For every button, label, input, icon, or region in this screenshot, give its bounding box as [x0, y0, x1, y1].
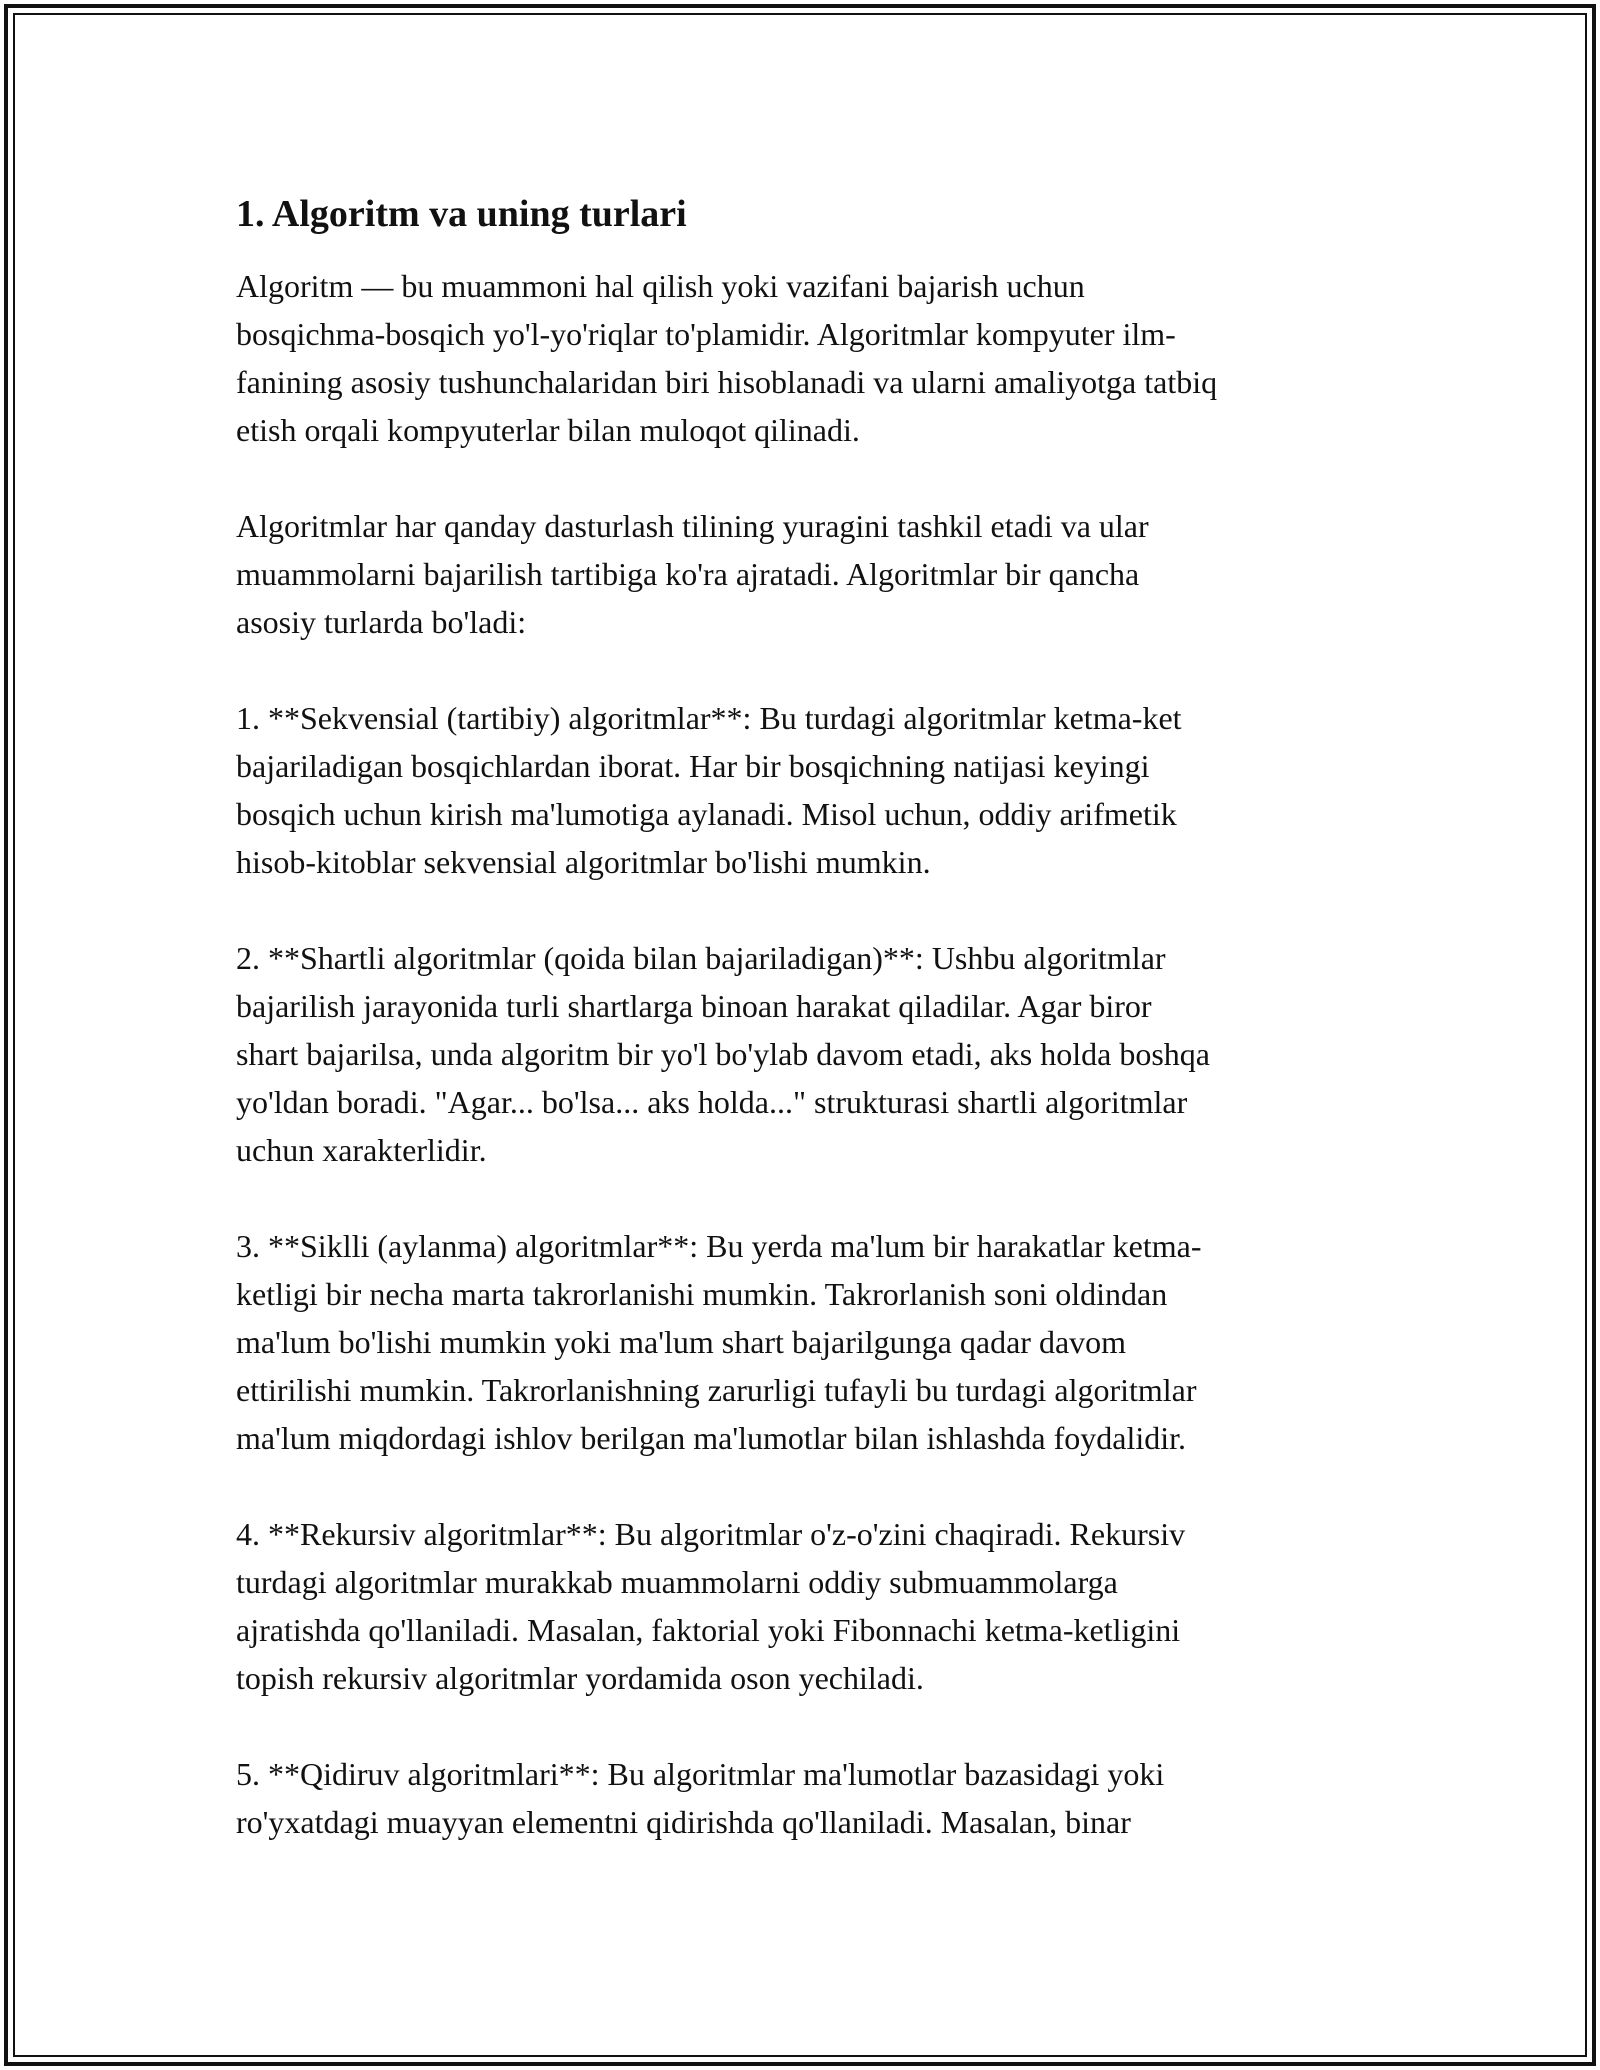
list-item-sequential: 1. **Sekvensial (tartibiy) algoritmlar**: Bu turdagi algoritmlar ketma-ket bajariladigan bosqichlardan iborat. Har bir bosqichning natijasi keyingi bosqich uchun kirish ma'lumotiga aylanadi. Misol uchun, oddiy arifmetik hisob-kitoblar sekvensial algoritmlar bo'lishi mumkin. — [236, 700, 1182, 880]
list-item-recursive: 4. **Rekursiv algoritmlar**: Bu algoritmlar o'z-o'zini chaqiradi. Rekursiv turdagi algoritmlar murakkab muammolarni oddiy submuammolarga ajratishda qo'llaniladi. Masalan, faktorial yoki Fibonnachi ketma-ketligini topish rekursiv algoritmlar yordamida oson yechiladi. — [236, 1516, 1186, 1696]
paragraph-intro: Algoritm — bu muammoni hal qilish yoki vazifani bajarish uchun bosqichma-bosqich yo'l-yo'riqlar to'plamidir. Algoritmlar kompyuter ilm- fanining asosiy tushunchalaridan biri hisoblanadi va ularni amaliyotga tatbiq etish orqali kompyuterlar bilan muloqot qilinadi. — [236, 268, 1218, 448]
list-item-search: 5. **Qidiruv algoritmlari**: Bu algoritmlar ma'lumotlar bazasidagi yoki ro'yxatdagi muayyan elementni qidirishda qo'llaniladi. Masalan, binar — [236, 1756, 1165, 1840]
paragraph-types-overview: Algoritmlar har qanday dasturlash tilining yuragini tashkil etadi va ular muammolarni bajarilish tartibiga ko'ra ajratadi. Algoritmlar bir qancha asosiy turlarda bo'ladi: — [236, 508, 1149, 640]
list-item-cyclic: 3. **Siklli (aylanma) algoritmlar**: Bu yerda ma'lum bir harakatlar ketma- ketligi bir necha marta takrorlanishi mumkin. Takrorlanish soni oldindan ma'lum bo'lishi mumkin yoki ma'lum shart bajarilgunga qadar davom ettirilishi mumkin. Takrorlanishning zarurligi tufayli bu turdagi algoritmlar ma'lum miqdordagi ishlov berilgan ma'lumotlar bilan ishlashda foydalidir. — [236, 1228, 1202, 1456]
list-item-conditional: 2. **Shartli algoritmlar (qoida bilan bajariladigan)**: Ushbu algoritmlar bajarilish jarayonida turli shartlarga binoan harakat qiladilar. Agar biror shart bajarilsa, unda algoritm bir yo'l bo'ylab davom etadi, aks holda boshqa yo'ldan boradi. "Agar... bo'lsa... aks holda..." strukturasi shartli algoritmlar uchun xarakterlidir. — [236, 940, 1210, 1168]
document-body — [236, 190, 1376, 1894]
section-heading: 1. Algoritm va uning turlari — [236, 193, 687, 235]
